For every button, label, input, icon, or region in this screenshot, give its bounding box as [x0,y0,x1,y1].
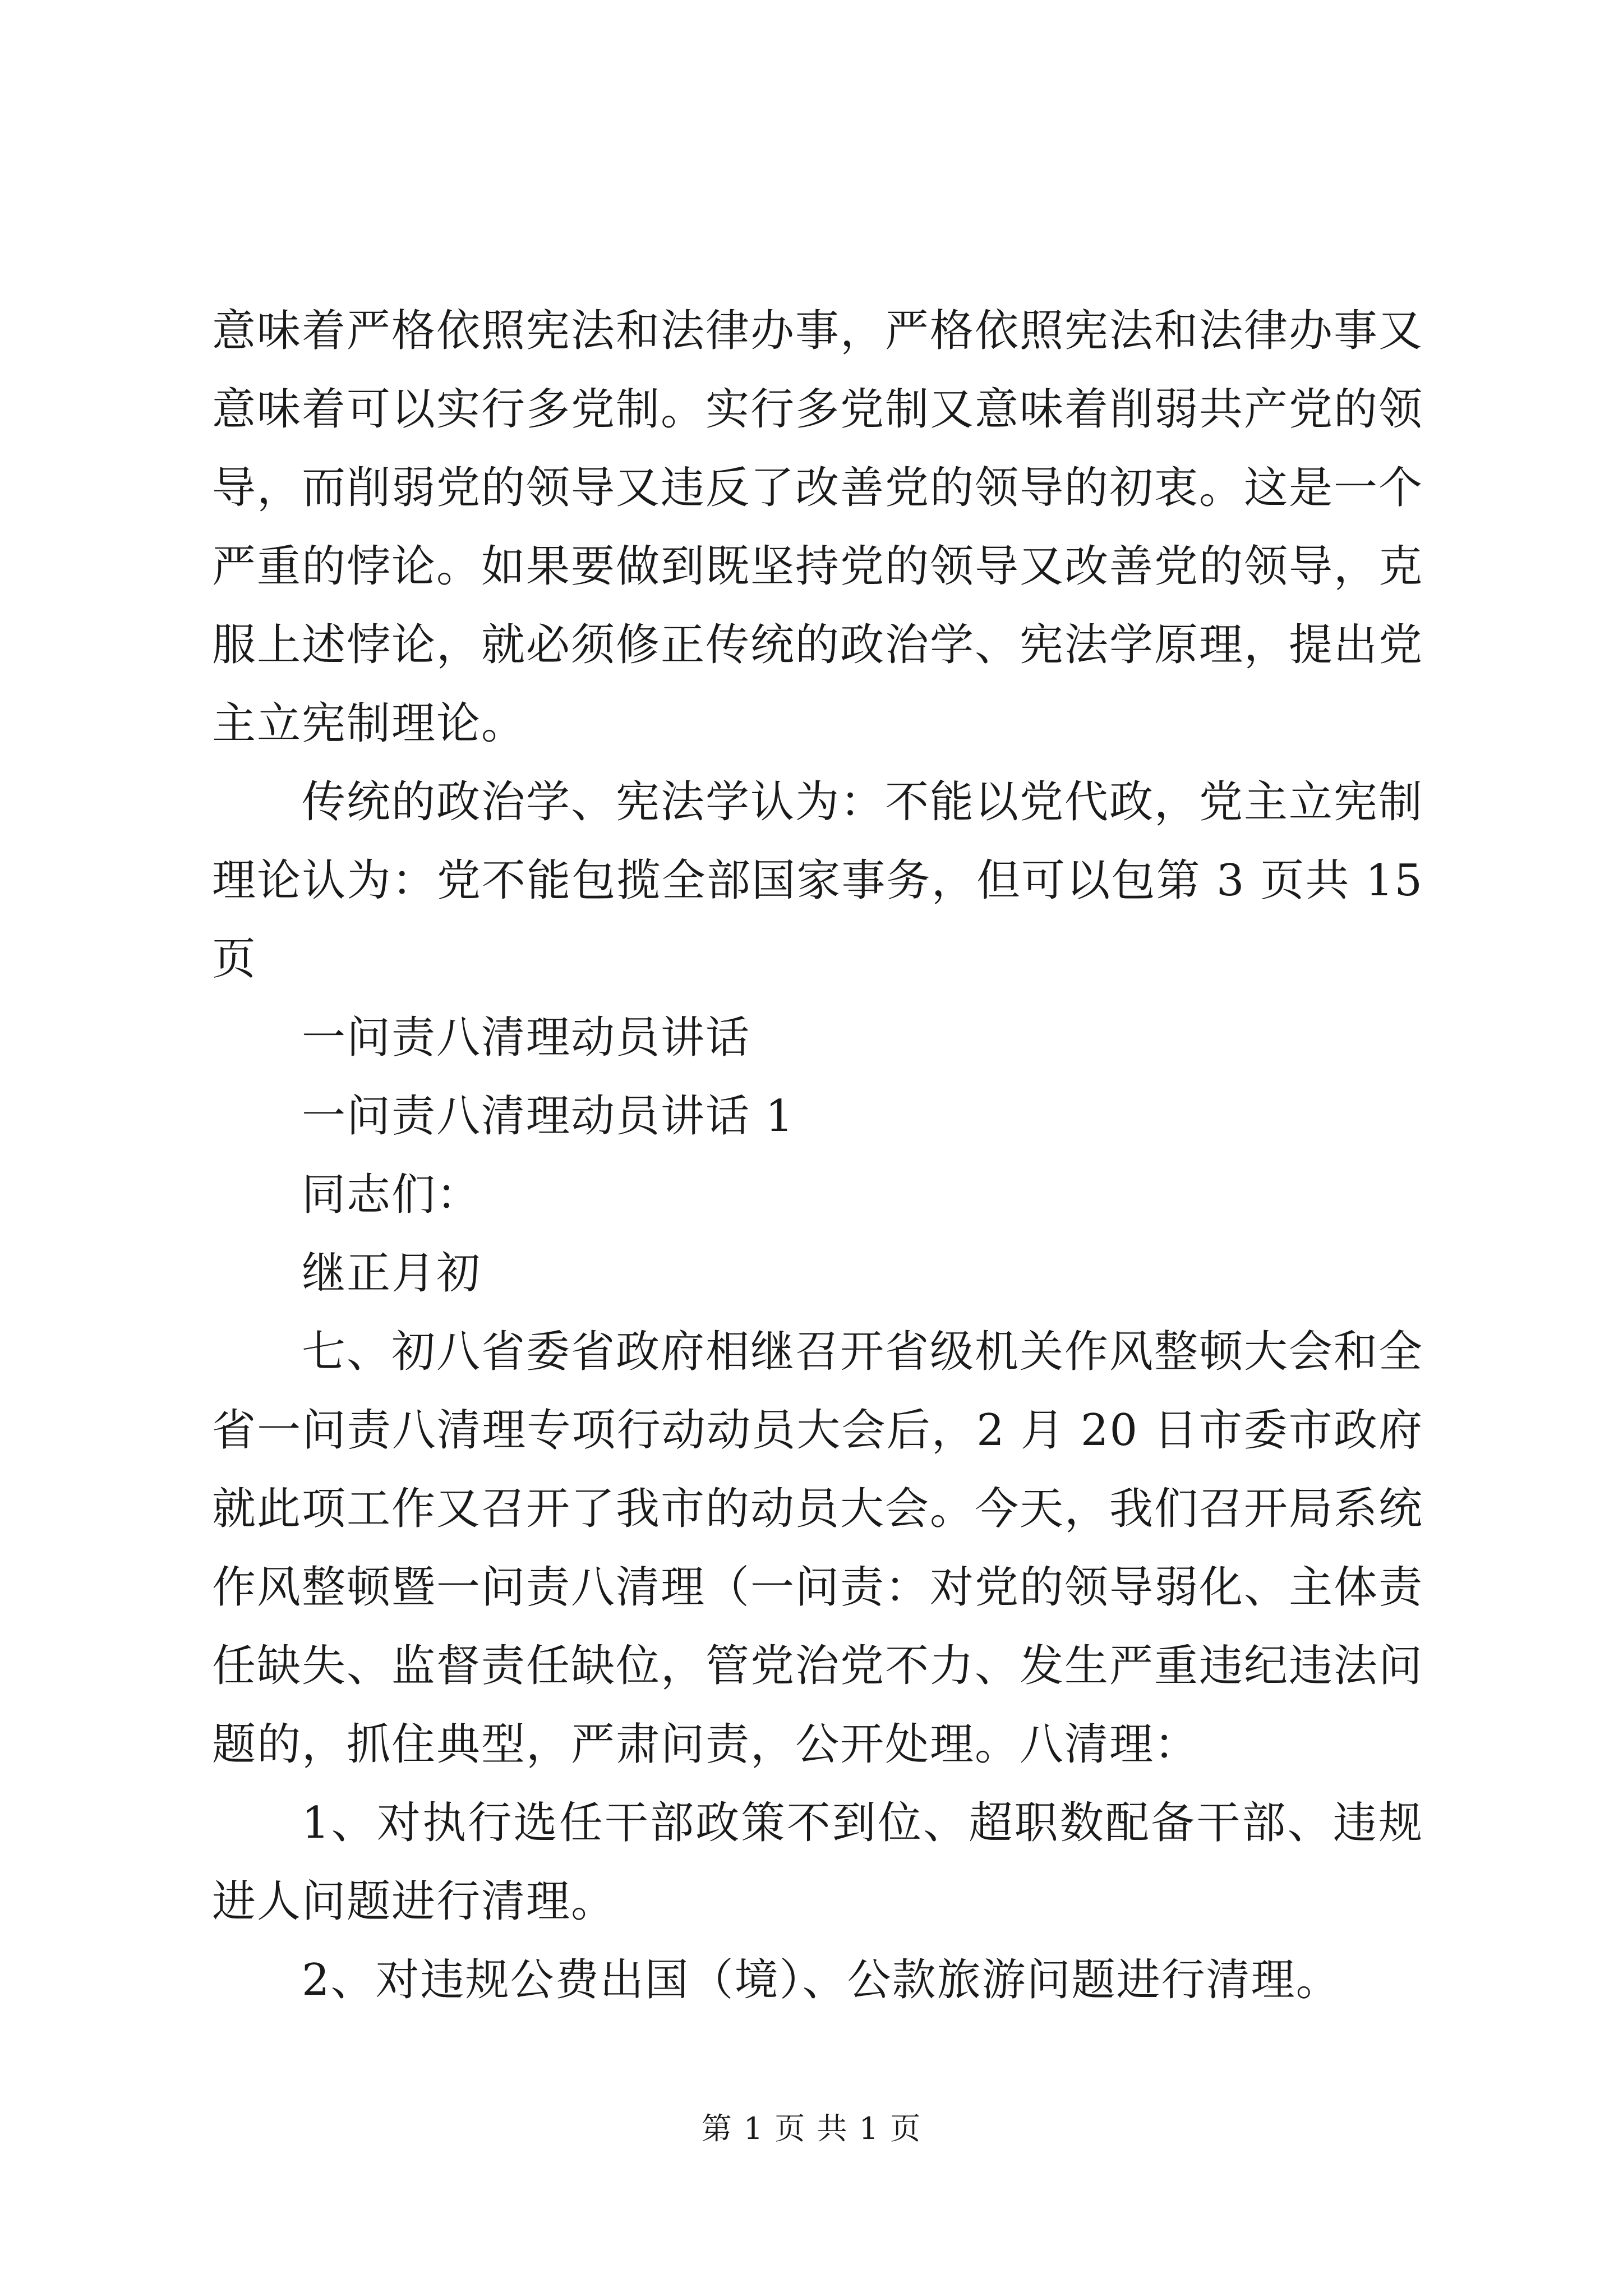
paragraph-item-2: 2、对违规公费出国（境）、公款旅游问题进行清理。 [302,1955,1341,2005]
paragraph-meeting: 七、初八省委省政府相继召开省级机关作风整顿大会和全省一问责八清理专项行动动员大会后，2 月 20 日市委市政府就此项工作又召开了我市的动员大会。今天，我们召开局系统作风整顿暨一问责八清理（一问责：对党的领导弱化、主体责任缺失、监督责任缺位，管党治党不力、发生严重违纪违法问题的，抓住典型，严肃问责，公开处理。八清理： [212,1327,1424,1770]
paragraph-salutation: 同志们： [302,1170,482,1220]
document-body [212,292,1423,2019]
paragraph-continuation: 意味着严格依照宪法和法律办事，严格依照宪法和法律办事又意味着可以实行多党制。实行多党制又意味着削弱共产党的领导，而削弱党的领导又违反了改善党的领导的初衷。这是一个严重的悖论。如果要做到既坚持党的领导又改善党的领导，克服上述悖论，就必须修正传统的政治学、宪法学原理，提出党主立宪制理论。 [212,306,1424,749]
paragraph-opening: 继正月初 [302,1248,482,1299]
paragraph-traditional-theory: 传统的政治学、宪法学认为：不能以党代政，党主立宪制理论认为：党不能包揽全部国家事务，但可以包第 3 页共 15 页 [212,777,1424,984]
page-footer: 第 1 页 共 1 页 [701,2111,922,2146]
paragraph-subheading: 一问责八清理动员讲话 1 [302,1091,795,1142]
paragraph-item-1: 1、对执行选任干部政策不到位、超职数配备干部、违规进人问题进行清理。 [212,1798,1423,1927]
paragraph-heading: 一问责八清理动员讲话 [302,1013,751,1063]
